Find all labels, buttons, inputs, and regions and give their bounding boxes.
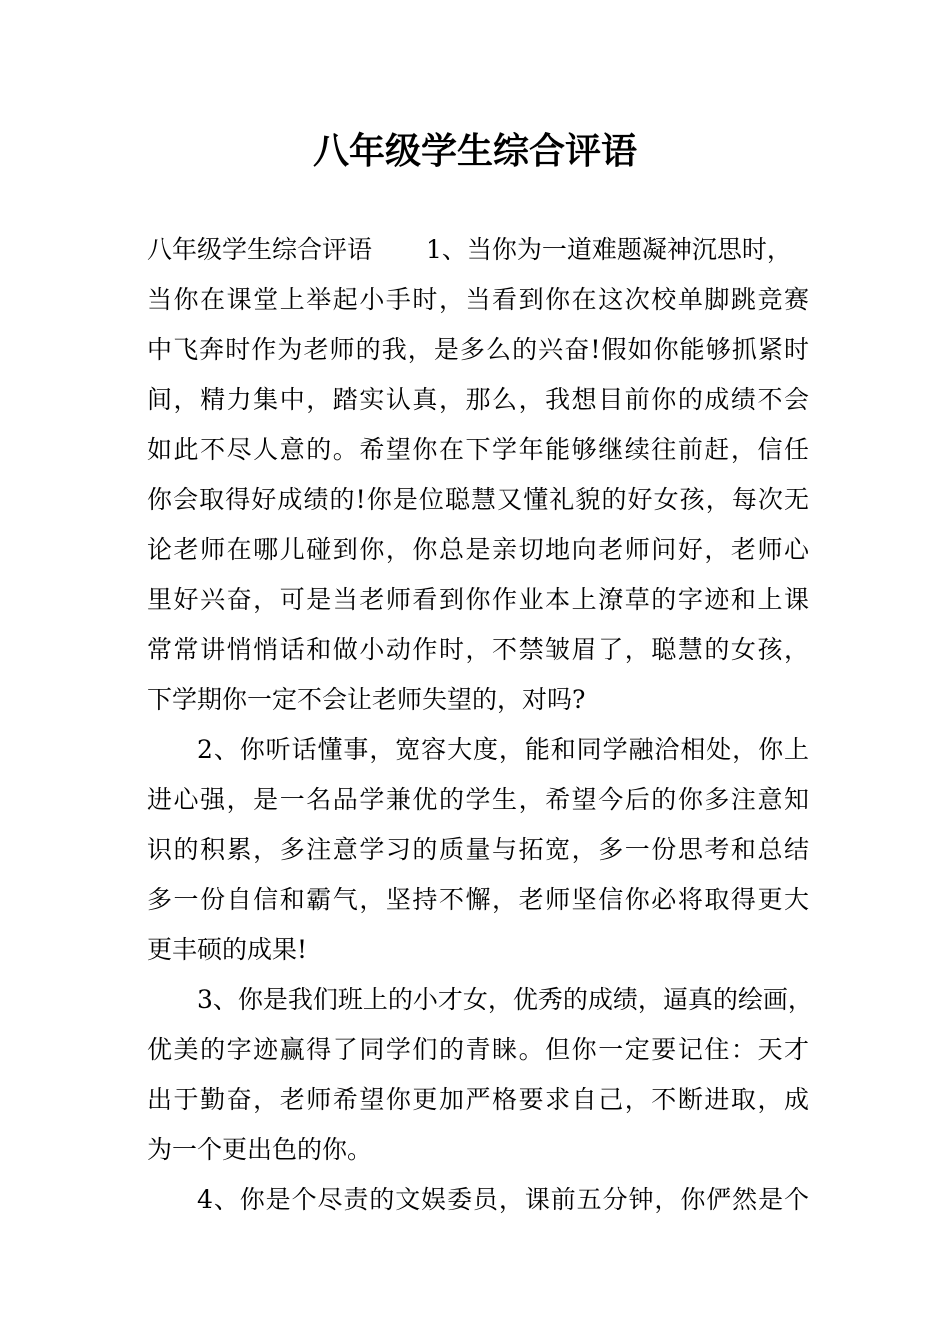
paragraph-line: 为一个更出色的你。 <box>147 1135 373 1164</box>
paragraph-line <box>147 225 809 275</box>
document-title: 八年级学生综合评语 <box>312 130 637 172</box>
paragraph-line: 下学期你一定不会让老师失望的，对吗? <box>147 685 586 714</box>
line-text: 1、当你为一道难题凝神沉思时， <box>426 235 792 264</box>
paragraph-line: 论老师在哪儿碰到你，你总是亲切地向老师问好，老师心 <box>147 535 809 564</box>
paragraph-line: 优美的字迹赢得了同学们的青睐。但你一定要记住：天才 <box>147 1035 809 1064</box>
line-text: 4、你是个尽责的文娱委员，课前五分钟，你俨然是个 <box>197 1185 809 1214</box>
line-text: 3、你是我们班上的小才女，优秀的成绩，逼真的绘画， <box>197 985 813 1014</box>
paragraph-line: 多一份自信和霸气，坚持不懈，老师坚信你必将取得更大 <box>147 885 809 914</box>
paragraph-line: 识的积累，多注意学习的质量与拓宽，多一份思考和总结 <box>147 835 809 864</box>
paragraph-line: 里好兴奋，可是当老师看到你作业本上潦草的字迹和上课 <box>147 585 809 614</box>
document-body <box>147 225 813 1225</box>
paragraph-line: 你会取得好成绩的!你是位聪慧又懂礼貌的好女孩，每次无 <box>147 485 809 514</box>
paragraph-line: 如此不尽人意的。希望你在下学年能够继续往前赶，信任 <box>147 435 809 464</box>
paragraph-line: 进心强，是一名品学兼优的学生，希望今后的你多注意知 <box>147 785 809 814</box>
intro-label: 八年级学生综合评语 <box>147 235 373 264</box>
paragraph-line <box>147 1175 809 1225</box>
paragraph-line: 常常讲悄悄话和做小动作时，不禁皱眉了，聪慧的女孩， <box>147 635 809 664</box>
paragraph-line: 出于勤奋，老师希望你更加严格要求自己，不断进取，成 <box>147 1085 809 1114</box>
paragraph-line: 当你在课堂上举起小手时，当看到你在这次校单脚跳竞赛 <box>147 285 809 314</box>
paragraph-line: 更丰硕的成果! <box>147 935 308 964</box>
line-text: 2、你听话懂事，宽容大度，能和同学融洽相处，你上 <box>197 735 809 764</box>
paragraph-line <box>147 975 813 1025</box>
paragraph-line: 中飞奔时作为老师的我，是多么的兴奋!假如你能够抓紧时 <box>147 335 809 364</box>
paragraph-line: 间，精力集中，踏实认真，那么，我想目前你的成绩不会 <box>147 385 809 414</box>
paragraph-line <box>147 725 809 775</box>
